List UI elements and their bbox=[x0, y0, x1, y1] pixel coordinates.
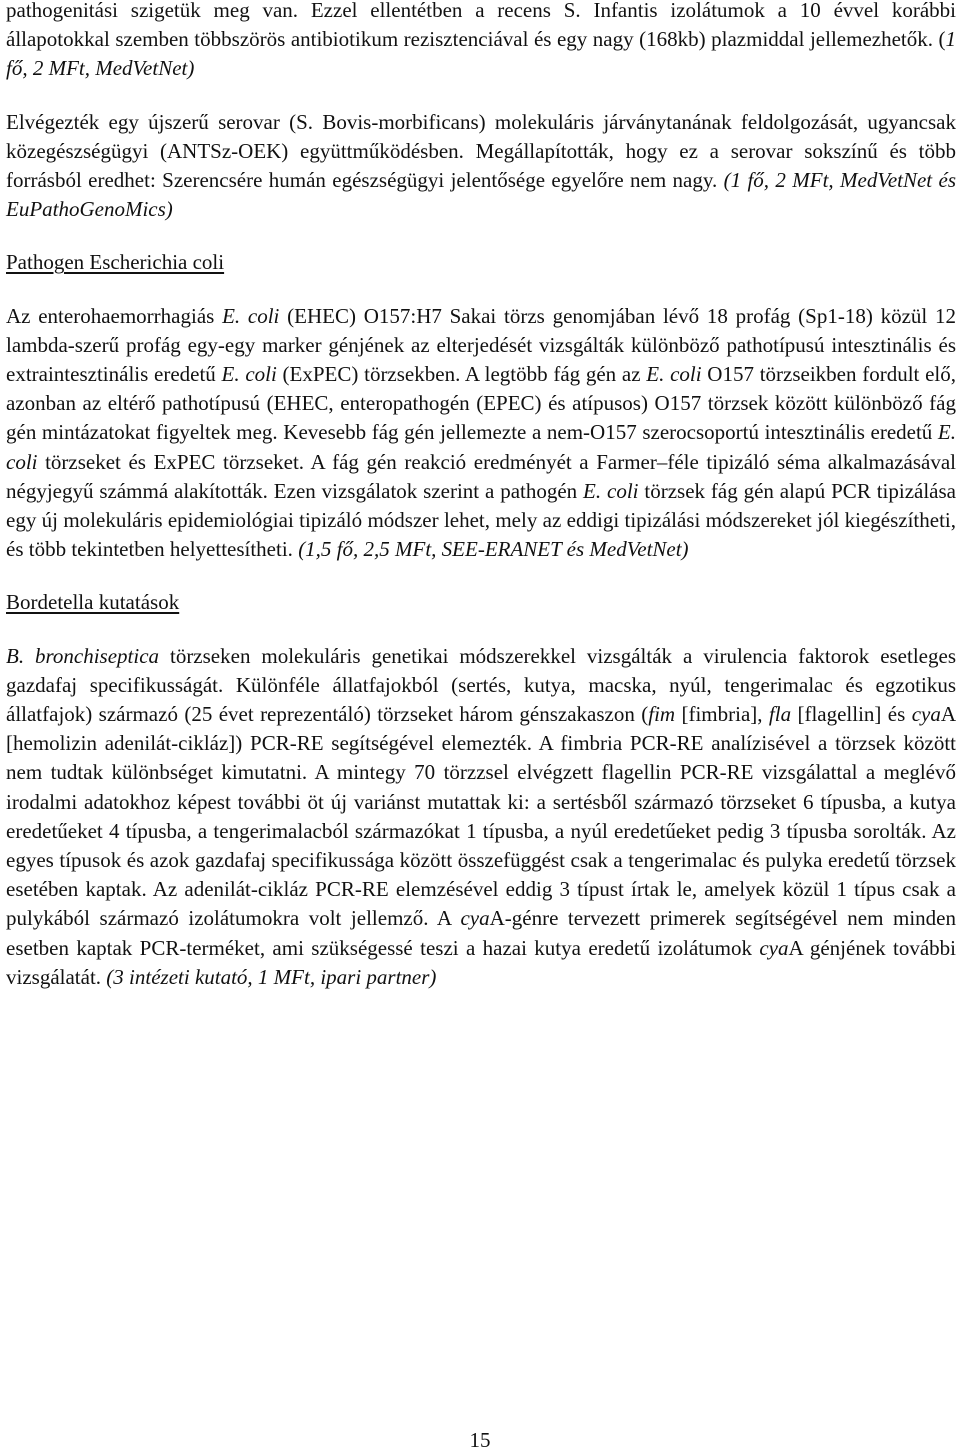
document-page bbox=[6, 0, 956, 992]
funding-note: (3 intézeti kutató, 1 MFt, ipari partner) bbox=[106, 964, 437, 989]
gene-name: cya bbox=[911, 702, 941, 727]
gene-name: fim bbox=[648, 702, 676, 727]
section-heading-ecoli bbox=[6, 248, 956, 277]
paragraph-text: [fimbria], bbox=[675, 702, 769, 727]
paragraph-text: A-génre tervezett primerek segítségével nem minden esetben kaptak PCR-terméket, ami szükségessé teszi a hazai kutya eredetű izolátumok bbox=[6, 906, 956, 960]
paragraph-text: [flagellin] és bbox=[791, 702, 912, 727]
paragraph-bordetella bbox=[6, 642, 956, 992]
paragraph-text: A génjének további vizsgálatát. bbox=[6, 935, 957, 989]
heading-text: Pathogen Escherichia coli bbox=[6, 250, 225, 275]
gene-name: fla bbox=[768, 702, 792, 727]
page-number: 15 bbox=[469, 1428, 491, 1452]
species-name: B. bronchiseptica bbox=[6, 643, 160, 668]
heading-text: Bordetella kutatások bbox=[6, 590, 180, 615]
paragraph-ecoli bbox=[6, 302, 956, 565]
funding-note: (1,5 fő, 2,5 MFt, SEE-ERANET és MedVetNet) bbox=[298, 537, 689, 562]
funding-note: (1 fő, 2 MFt, MedVetNet és EuPathoGenoMics) bbox=[6, 168, 956, 222]
species-name: E. coli bbox=[6, 420, 956, 474]
section-heading-bordetella bbox=[6, 588, 956, 617]
paragraph-text: Az enterohaemorrhagiás bbox=[6, 303, 223, 328]
paragraph-bovis-morbificans bbox=[6, 108, 956, 225]
species-name: E. coli bbox=[583, 478, 639, 503]
gene-name: cya bbox=[759, 935, 789, 960]
paragraph-text: törzseket és ExPEC törzseket. A fág gén reakció eredményét a Farmer–féle tipizáló séma alkalmazásával négyjegyű számmá alakították. Ezen vizsgálatok szerint a pathogén bbox=[6, 449, 956, 503]
species-name: E. coli bbox=[646, 362, 702, 387]
paragraph-text: A [hemolizin adenilát-cikláz]) PCR-RE segítségével elemezték. A fimbria PCR-RE analízisével a törzsek között nem tudtak különbséget kimutatni. A mintegy 70 törzzsel elvégzett flagellin PCR-RE vizsgálattal a meglévő irodalmi adatokhoz képest további öt új variánst mutattak ki: a sertésből származó törzseket 6 típusba, a kutya eredetűeket 4 típusba, a tengerimalacból származókat 1 típusba, a nyúl eredetűeket pedig 3 típusba sorolták. Az egyes típusok és azok gazdafaj specifikussága között összefüggést csak a tengerimalac és pulyka eredetű törzsek esetében kaptak. Az adenilát-cikláz PCR-RE elemzésével eddig 3 típust írtak le, amelyek közül 1 típus csak a pulykából származó izolátumokra volt jellemző. A bbox=[6, 702, 957, 931]
funding-note: 1 fő, 2 MFt, MedVetNet) bbox=[6, 27, 956, 81]
paragraph-text: (ExPEC) törzsekben. A legtöbb fág gén az bbox=[276, 362, 647, 387]
gene-name: cya bbox=[460, 906, 490, 931]
paragraph-text: Elvégezték egy újszerű serovar (S. Bovis-morbificans) molekuláris járványtanának feldolgozását, ugyancsak közegészségügyi (ANTSz-OEK) együttműködésben. Megállapították, hogy ez a serovar sokszínű és több forrásból eredhet: Szerencsére humán egészségügyi jelentősége egyelőre nem nagy. bbox=[6, 109, 956, 193]
paragraph-text: pathogenitási szigetük meg van. Ezzel ellentétben a recens S. Infantis izolátumok a 10 évvel korábbi állapotokkal szemben többszörös antibiotikum rezisztenciával és egy nagy (168kb) plazmiddal jellemezhetők. ( bbox=[6, 0, 956, 52]
paragraph-text: törzseken molekuláris genetikai módszerekkel vizsgálták a virulencia faktorok esetleges gazdafaj specifikusságát. Különféle állatfajokból (sertés, kutya, macska, nyúl, tengerimalac és egzotikus állatfajok) származó (25 évet reprezentáló) törzseket három génszakaszon ( bbox=[6, 643, 956, 727]
paragraph-text: törzsek fág gén alapú PCR tipizálása egy új molekuláris epidemiológiai tipizáló módszer lehet, mely az eddigi tipizálási módszereket jól kiegészítheti, és több tekintetben helyettesítheti. bbox=[6, 478, 956, 562]
paragraph-text: O157 törzseikben fordult elő, azonban az eltérő pathotípusú (EHEC, enteropathogén (EPEC) és atípusos) O157 törzsek között különböző fág gén mintázatokat figyeltek meg. Kevesebb fág gén jellemezte a nem-O157 szerocsoportú intesztinális eredetű bbox=[6, 362, 956, 445]
species-name: E. coli bbox=[222, 303, 280, 328]
paragraph-text: (EHEC) O157:H7 Sakai törzs genomjában lévő 18 profág (Sp1-18) közül 12 lambda-szerű profág egy-egy marker génjének az elterjedését vizsgálták különböző pathotípusú intesztinális és extraintesztinális eredetű bbox=[6, 303, 956, 387]
paragraph-salmonella-infantis bbox=[6, 0, 956, 84]
species-name: E. coli bbox=[221, 362, 277, 387]
